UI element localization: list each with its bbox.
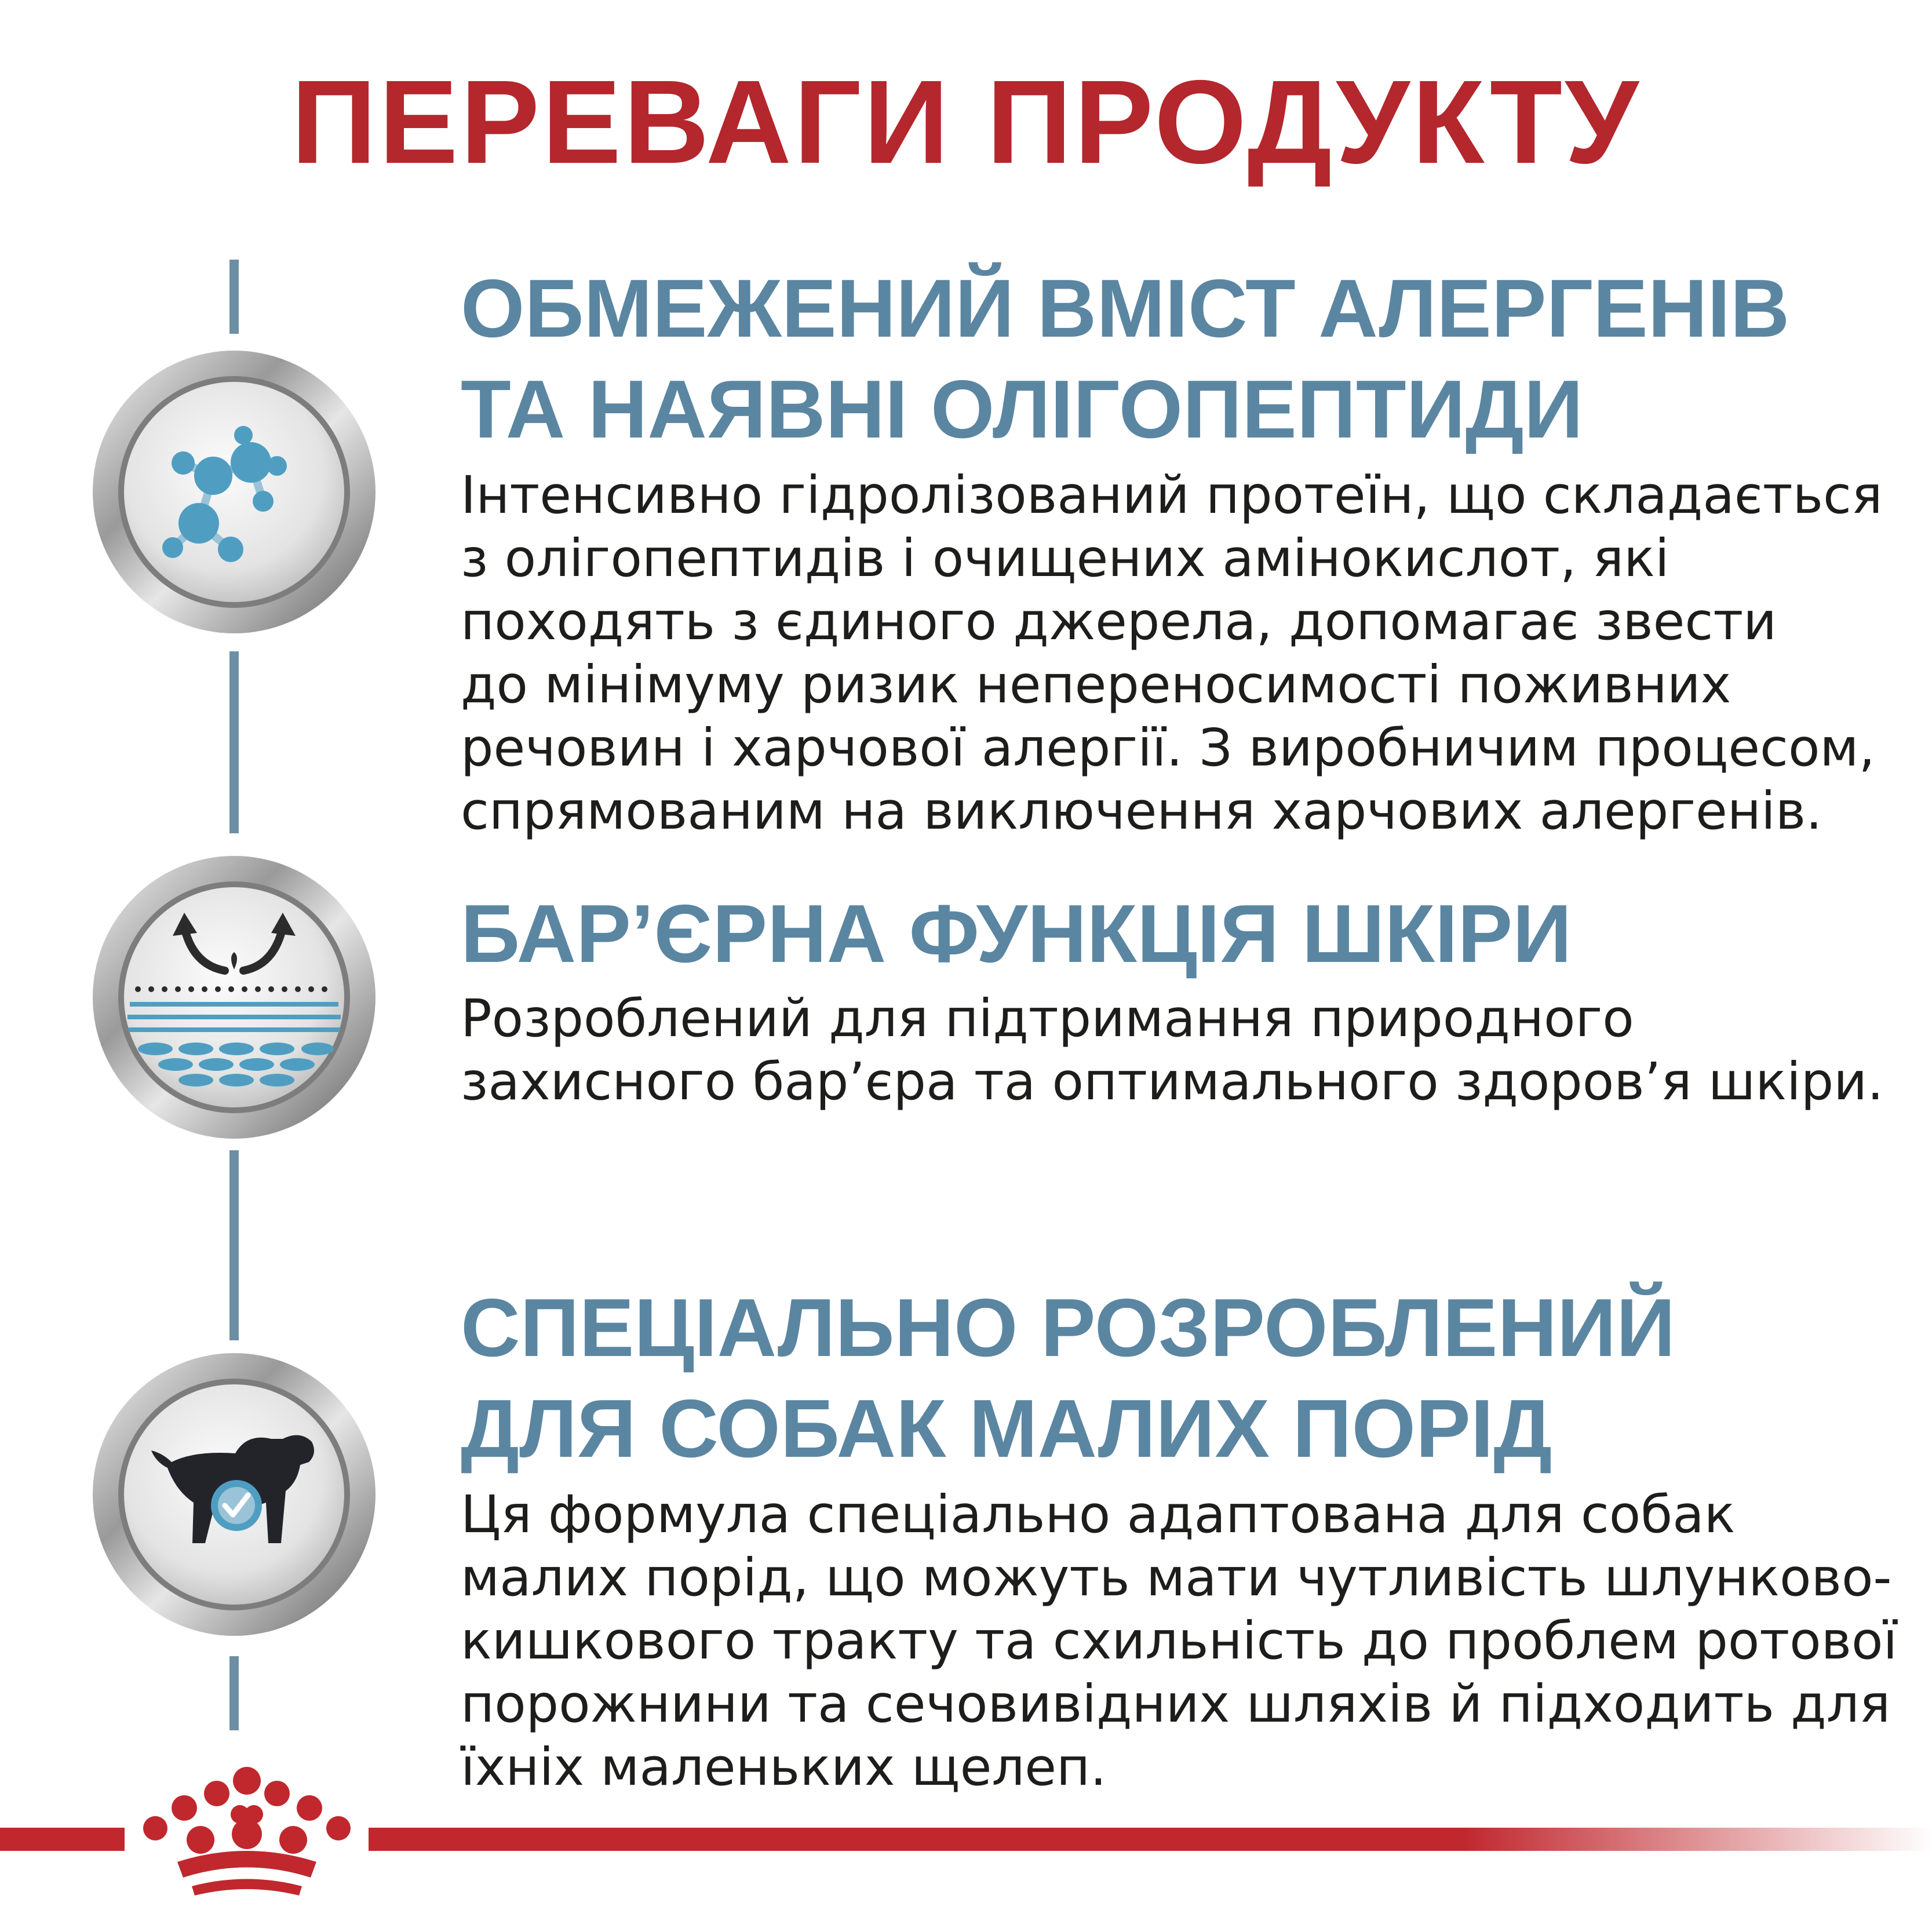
body-line: кишкового тракту та схильність до проблем ротової — [461, 1610, 1898, 1671]
body-line: захисного бар’єра та оптимального здоров’я шкіри. — [461, 1051, 1884, 1111]
timeline-line — [229, 260, 239, 334]
body-line: з олігопептидів і очищених амінокислот, які — [461, 528, 1669, 588]
timeline-line — [229, 651, 239, 833]
skin-barrier-icon — [92, 855, 377, 1140]
body-line: малих порід, що можуть мати чутливість шлунково- — [461, 1547, 1892, 1607]
section-heading — [461, 258, 1909, 460]
body-line: Розроблений для підтримання природного — [461, 988, 1634, 1048]
heading-line: ОБМЕЖЕНИЙ ВМІСТ АЛЕРГЕНІВ — [461, 263, 1790, 355]
heading-line: ДЛЯ СОБАК МАЛИХ ПОРІД — [461, 1383, 1552, 1475]
footer-rule-left — [0, 1828, 125, 1851]
heading-line: БАР’ЄРНА ФУНКЦІЯ ШКІРИ — [461, 888, 1572, 980]
royal-canin-crown-logo — [137, 1759, 357, 1904]
heading-line: СПЕЦІАЛЬНО РОЗРОБЛЕНИЙ — [461, 1282, 1676, 1374]
small-dog-icon — [92, 1352, 377, 1637]
body-line: спрямованим на виключення харчових алергенів. — [461, 781, 1822, 841]
molecule-icon — [92, 349, 377, 635]
page-title: ПЕРЕВАГИ ПРОДУКТУ — [291, 56, 1641, 188]
body-line: Ця формула спеціально адаптована для собак — [461, 1484, 1736, 1544]
body-line: речовин і харчової алергії. З виробничим процесом, — [461, 717, 1875, 778]
body-line: порожнини та сечовивідних шляхів й підходить для — [461, 1674, 1891, 1734]
benefit-section-allergens — [461, 258, 1909, 843]
benefit-section-skin-barrier — [461, 884, 1909, 1113]
body-line: їхніх маленьких щелеп. — [461, 1737, 1107, 1797]
body-line: Інтенсивно гідролізований протеїн, що складається — [461, 465, 1883, 525]
section-heading — [461, 1278, 1909, 1479]
timeline-line — [229, 1150, 239, 1340]
footer-rule-right — [369, 1828, 1932, 1851]
body-line: походять з єдиного джерела, допомагає звести — [461, 591, 1777, 651]
section-body — [461, 1483, 1909, 1799]
heading-line: ТА НАЯВНІ ОЛІГОПЕПТИДИ — [461, 363, 1583, 455]
section-body — [461, 464, 1909, 843]
benefit-section-small-breeds — [461, 1278, 1909, 1799]
section-heading — [461, 884, 1909, 985]
section-body — [461, 987, 1909, 1113]
body-line: до мінімуму ризик неперeносимості поживних — [461, 654, 1731, 715]
timeline-line — [229, 1656, 239, 1730]
